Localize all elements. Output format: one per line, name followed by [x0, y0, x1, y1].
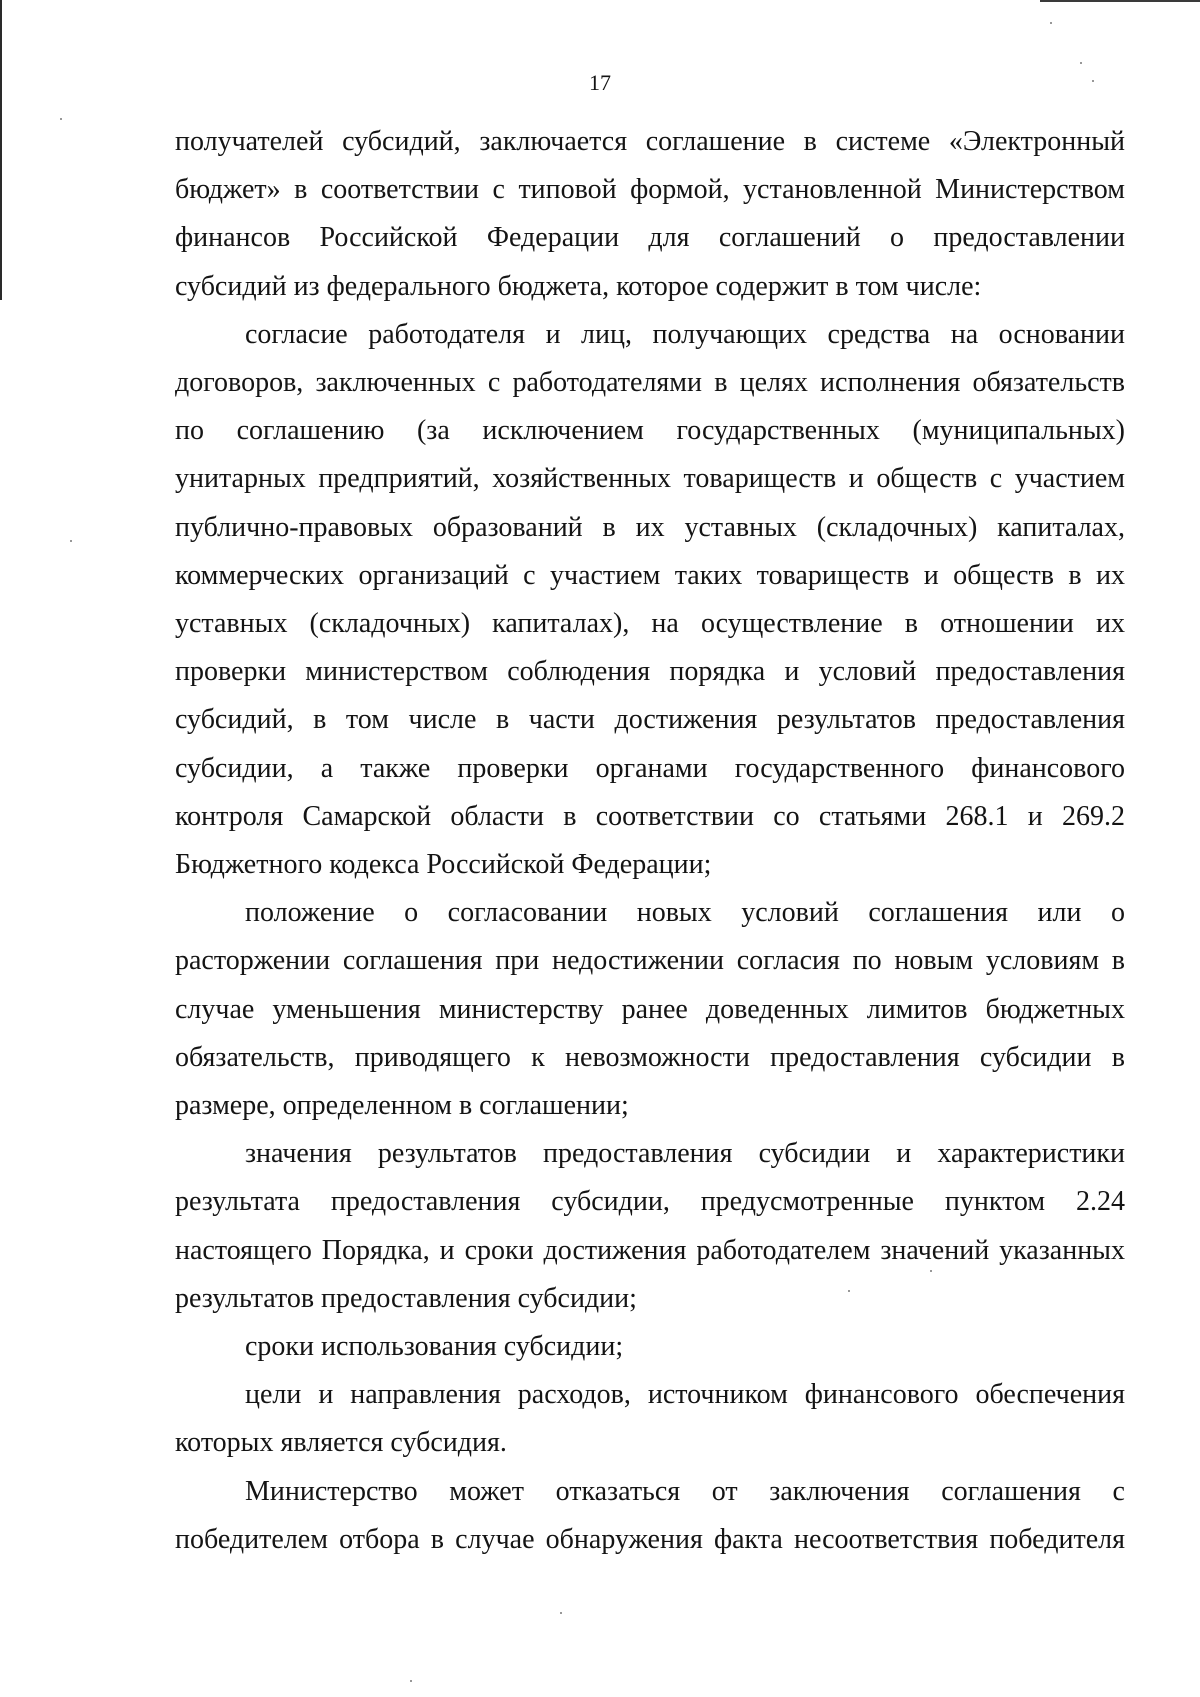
- text-line: положение о согласовании новых условий соглашения или о: [245, 897, 1125, 929]
- paragraph: [175, 118, 1125, 311]
- text-line: договоров, заключенных с работодателями в целях исполнения обязательств: [175, 367, 1125, 399]
- text-line: унитарных предприятий, хозяйственных товариществ и обществ с участием: [175, 463, 1125, 495]
- text-line: согласие работодателя и лиц, получающих средства на основании: [245, 318, 1125, 350]
- text-line: значения результатов предоставления субсидии и характеристики: [245, 1138, 1125, 1170]
- text-line: Министерство может отказаться от заключения соглашения с: [245, 1475, 1125, 1507]
- text-line: бюджет» в соответствии с типовой формой, установленной Министерством: [175, 174, 1125, 206]
- text-line: публично-правовых образований в их уставных (складочных) капиталах,: [175, 511, 1125, 543]
- scan-edge-left: [0, 0, 2, 300]
- paragraph: [175, 1323, 1125, 1371]
- paragraph: [175, 1130, 1125, 1323]
- text-line: которых является субсидия.: [175, 1427, 507, 1459]
- text-line: проверки министерством соблюдения порядка и условий предоставления: [175, 656, 1125, 688]
- text-line: уставных (складочных) капиталах), на осуществление в отношении их: [175, 608, 1125, 640]
- scan-edge-top: [1040, 0, 1200, 2]
- text-line: получателей субсидий, заключается соглашение в системе «Электронный: [175, 126, 1125, 157]
- text-line: расторжении соглашения при недостижении согласия по новым условиям в: [175, 945, 1125, 977]
- text-line: результатов предоставления субсидии;: [175, 1282, 637, 1314]
- text-line: субсидии, а также проверки органами государственного финансового: [175, 752, 1125, 784]
- paragraph: [175, 1371, 1125, 1467]
- text-line: по соглашению (за исключением государственных (муниципальных): [175, 415, 1125, 447]
- text-line: цели и направления расходов, источником финансового обеспечения: [245, 1379, 1125, 1411]
- text-line: настоящего Порядка, и сроки достижения работодателем значений указанных: [175, 1234, 1125, 1266]
- text-line: Бюджетного кодекса Российской Федерации;: [175, 849, 712, 881]
- text-line: контроля Самарской области в соответствии со статьями 268.1 и 269.2: [175, 800, 1125, 832]
- text-line: обязательств, приводящего к невозможности предоставления субсидии в: [175, 1041, 1125, 1073]
- text-line: субсидий, в том числе в части достижения результатов предоставления: [175, 704, 1125, 736]
- scan-speck: [848, 1290, 850, 1292]
- scan-speck: [1050, 22, 1052, 24]
- page-number: 17: [589, 70, 611, 95]
- paragraph: [175, 889, 1125, 1130]
- scan-speck: [1080, 62, 1082, 64]
- scan-speck: [60, 118, 62, 120]
- text-line: сроки использования субсидии;: [245, 1331, 624, 1363]
- scan-speck: [930, 1270, 932, 1272]
- scan-speck: [70, 540, 72, 542]
- text-line: результата предоставления субсидии, предусмотренные пунктом 2.24: [175, 1186, 1125, 1218]
- text-line: случае уменьшения министерству ранее доведенных лимитов бюджетных: [175, 993, 1125, 1025]
- scan-speck: [410, 1680, 412, 1682]
- paragraph: [175, 1468, 1125, 1564]
- scan-speck: [1092, 80, 1094, 82]
- paragraph: [175, 311, 1125, 889]
- text-line: финансов Российской Федерации для соглашений о предоставлении: [175, 222, 1125, 254]
- text-line: субсидий из федерального бюджета, которое содержит в том числе:: [175, 270, 982, 302]
- document-body: [175, 118, 1125, 1564]
- text-line: размере, определенном в соглашении;: [175, 1090, 629, 1122]
- text-line: победителем отбора в случае обнаружения факта несоответствия победителя: [175, 1523, 1125, 1555]
- text-line: коммерческих организаций с участием таких товариществ и обществ в их: [175, 559, 1125, 591]
- scan-speck: [560, 1612, 562, 1614]
